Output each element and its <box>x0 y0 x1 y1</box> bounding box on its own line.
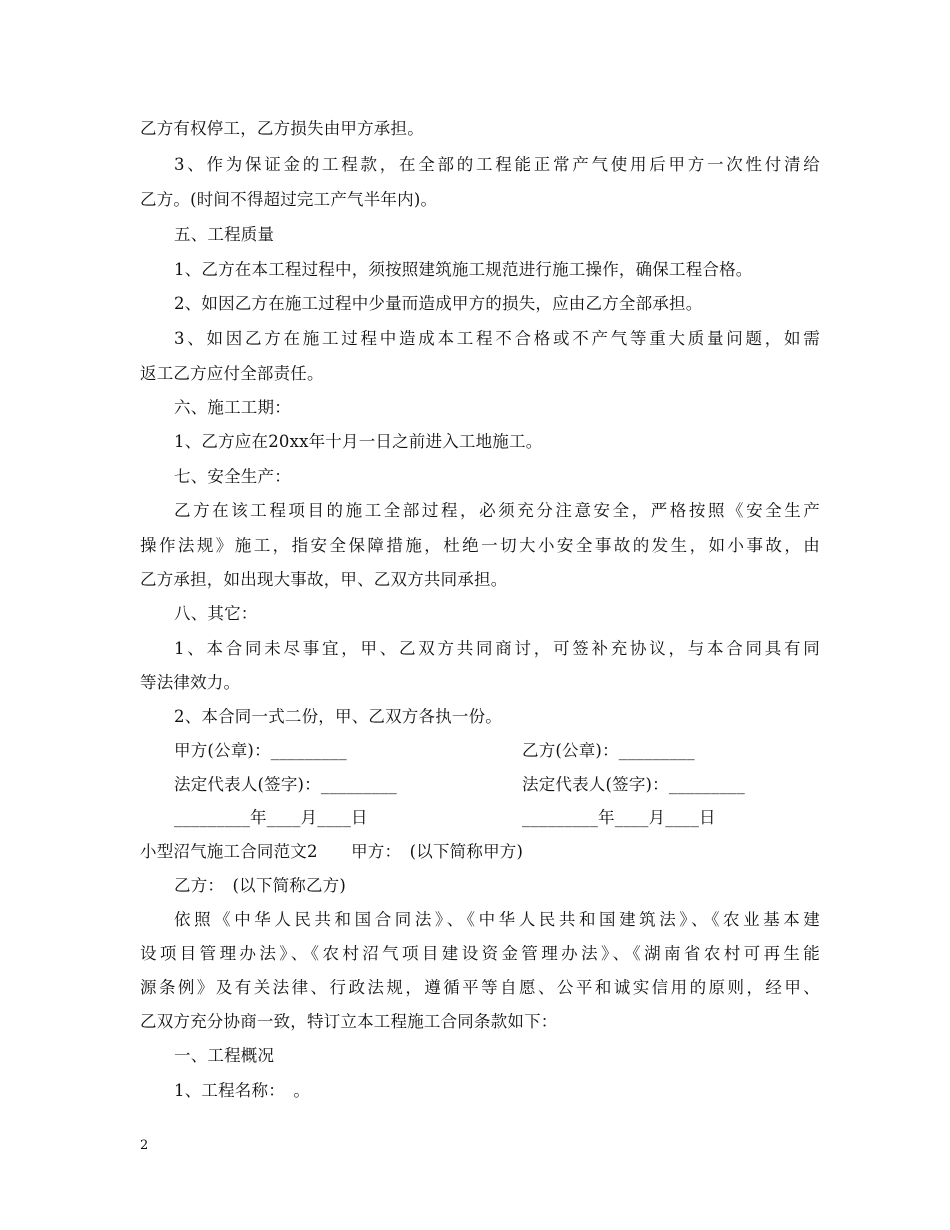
text-line: 1、工程名称： 。 <box>174 1081 311 1100</box>
text-line: 操作法规》施工，指安全保障措施，杜绝一切大小安全事故的发生，如小事故，由 <box>140 536 820 555</box>
party-b-date: _________年____月____日 <box>522 808 716 827</box>
party-a-date: _________年____月____日 <box>174 808 368 827</box>
text-line: 3、作为保证金的工程款，在全部的工程能正常产气使用后甲方一次性付清给 <box>174 155 820 174</box>
section-heading: 五、工程质量 <box>174 225 275 244</box>
text-line: 2、本合同一式二份，甲、乙双方各执一份。 <box>174 707 502 726</box>
party-b-representative: 法定代表人(签字)：_________ <box>522 775 745 794</box>
text-line: 等法律效力。 <box>140 673 241 692</box>
page-number: 2 <box>140 1138 149 1153</box>
party-b-seal: 乙方(公章)：_________ <box>522 741 695 760</box>
party-a-representative: 法定代表人(签字)：_________ <box>174 775 397 794</box>
text-line: 乙方： (以下简称乙方) <box>174 876 347 895</box>
text-line: 乙方。(时间不得超过完工产气半年内)。 <box>140 190 438 209</box>
section-heading: 八、其它： <box>174 604 258 623</box>
section-heading: 一、工程概况 <box>174 1046 275 1065</box>
text-line: 源条例》及有关法律、行政法规，遵循平等自愿、公平和诚实信用的原则，经甲、 <box>140 978 820 997</box>
text-line: 乙方有权停工，乙方损失由甲方承担。 <box>140 119 424 138</box>
text-line: 2、如因乙方在施工过程中少量而造成甲方的损失，应由乙方全部承担。 <box>174 294 703 313</box>
text-line: 3、如因乙方在施工过程中造成本工程不合格或不产气等重大质量问题，如需 <box>174 329 820 348</box>
text-line: 1、乙方在本工程过程中，须按照建筑施工规范进行施工操作，确保工程合格。 <box>174 260 753 279</box>
text-line: 乙双方充分协商一致，特订立本工程施工合同条款如下： <box>140 1012 558 1031</box>
section-heading: 七、安全生产： <box>174 467 291 486</box>
party-a-seal: 甲方(公章)：_________ <box>174 741 347 760</box>
text-line: 乙方在该工程项目的施工全部过程，必须充分注意安全，严格按照《安全生产 <box>174 501 820 520</box>
text-line: 小型沼气施工合同范文2 甲方： (以下简称甲方) <box>140 842 524 861</box>
text-line: 返工乙方应付全部责任。 <box>140 364 324 383</box>
text-line: 1、本合同未尽事宜，甲、乙双方共同商讨，可签补充协议，与本合同具有同 <box>174 639 820 658</box>
text-line: 设项目管理办法》、《农村沼气项目建设资金管理办法》、《湖南省农村可再生能 <box>140 944 820 963</box>
text-line: 乙方承担，如出现大事故，甲、乙双方共同承担。 <box>140 570 508 589</box>
section-heading: 六、施工工期： <box>174 398 291 417</box>
text-line: 依照《中华人民共和国合同法》、《中华人民共和国建筑法》、《农业基本建 <box>174 910 820 929</box>
text-line: 1、乙方应在20xx年十月一日之前进入工地施工。 <box>174 432 543 451</box>
